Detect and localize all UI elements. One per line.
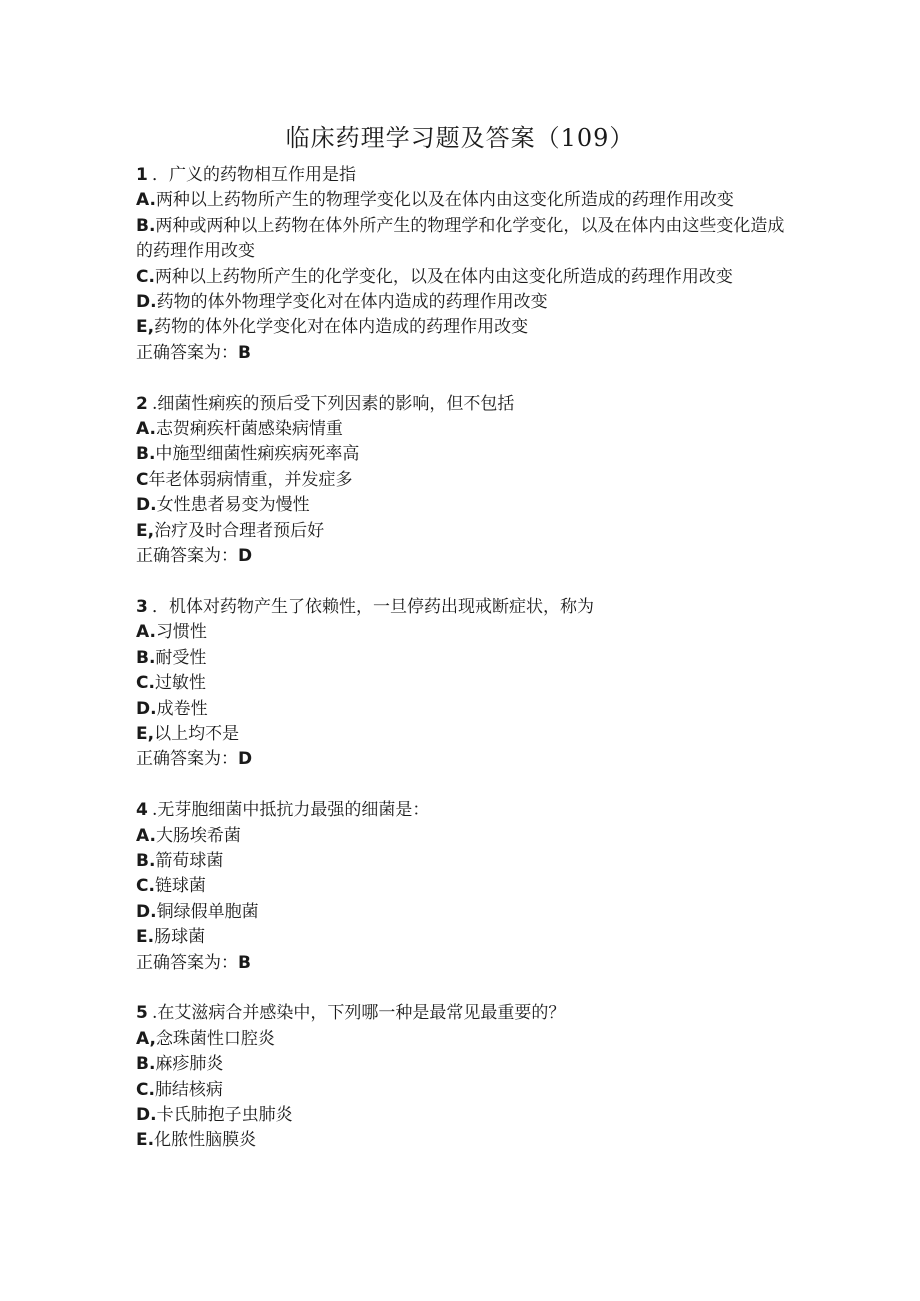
question-item xyxy=(136,1001,796,1153)
option-letter: E. xyxy=(136,927,155,948)
option-text: 铜绿假单胞菌 xyxy=(156,901,259,922)
option-letter: E, xyxy=(136,317,155,338)
option-text: 女性患者易变为慢性 xyxy=(156,495,310,516)
question-text: .无芽胞细菌中抵抗力最强的细菌是： xyxy=(152,800,430,821)
option-b xyxy=(136,1052,796,1077)
option-letter: B. xyxy=(136,1054,156,1075)
option-letter: B. xyxy=(136,647,156,668)
option-e xyxy=(136,1128,796,1153)
option-text: 年老体弱病情重，并发症多 xyxy=(148,469,353,490)
option-letter: D. xyxy=(136,901,157,922)
option-letter: D. xyxy=(136,292,157,313)
option-d xyxy=(136,900,796,925)
option-letter: A. xyxy=(136,825,156,846)
question-text: .细菌性痢疾的预后受下列因素的影响，但不包括 xyxy=(152,393,515,414)
answer-label: 正确答案为： xyxy=(136,546,238,567)
option-text: 药物的体外化学变化对在体内造成的药理作用改变 xyxy=(154,317,529,338)
question-stem xyxy=(136,798,796,823)
question-list xyxy=(136,163,796,1179)
option-c xyxy=(136,671,796,696)
question-text: ．广义的药物相互作用是指 xyxy=(152,165,356,185)
option-letter: C xyxy=(136,469,149,490)
correct-answer xyxy=(136,951,796,976)
question-stem xyxy=(136,595,796,620)
answer-value: B xyxy=(238,342,251,363)
answer-value: B xyxy=(238,952,251,973)
option-text: 两种以上药物所产生的化学变化，以及在体内由这变化所造成的药理作用改变 xyxy=(154,266,733,287)
option-letter: A. xyxy=(136,190,156,211)
option-text: 链球菌 xyxy=(154,876,206,897)
option-text: 两种或两种以上药物在体外所产生的物理学和化学变化，以及在体内由这些变化造成的药理作用改变 xyxy=(136,215,785,262)
option-letter: A, xyxy=(136,1028,156,1049)
option-letter: C. xyxy=(136,876,155,897)
option-e xyxy=(136,519,796,544)
correct-answer xyxy=(136,747,796,772)
option-letter: E, xyxy=(136,723,155,744)
option-text: 中施型细菌性痢疾病死率高 xyxy=(155,444,360,465)
question-item xyxy=(136,163,796,366)
option-c xyxy=(136,874,796,899)
option-text: 治疗及时合理者预后好 xyxy=(154,520,325,541)
question-number: 1 xyxy=(136,165,148,185)
option-letter: C. xyxy=(136,1079,155,1100)
option-text: 化脓性脑膜炎 xyxy=(154,1130,257,1151)
question-number: 4 xyxy=(136,800,148,821)
correct-answer xyxy=(136,544,796,569)
option-letter: E, xyxy=(136,520,155,541)
option-text: 大肠埃希菌 xyxy=(155,825,241,846)
answer-label: 正确答案为： xyxy=(136,342,238,363)
answer-value: D xyxy=(238,546,253,567)
option-c xyxy=(136,468,796,493)
option-d xyxy=(136,290,796,315)
option-a xyxy=(136,1027,796,1052)
option-letter: B. xyxy=(136,215,156,236)
question-number: 5 xyxy=(136,1003,148,1024)
option-a xyxy=(136,620,796,645)
option-text: 成卷性 xyxy=(156,698,208,719)
option-letter: B. xyxy=(136,850,156,871)
question-text: ．机体对药物产生了依赖性，一旦停药出现戒断症状，称为 xyxy=(152,596,594,617)
option-b xyxy=(136,442,796,467)
option-a xyxy=(136,417,796,442)
option-text: 念珠菌性口腔炎 xyxy=(155,1028,275,1049)
option-text: 两种以上药物所产生的物理学变化以及在体内由这变化所造成的药理作用改变 xyxy=(155,190,734,211)
question-number: 3 xyxy=(136,596,148,617)
question-stem xyxy=(136,163,796,188)
question-item xyxy=(136,798,796,976)
option-letter: A. xyxy=(136,419,156,440)
option-c xyxy=(136,1078,796,1103)
option-e xyxy=(136,925,796,950)
answer-value: D xyxy=(238,749,253,770)
option-text: 以上均不是 xyxy=(154,723,240,744)
option-text: 药物的体外物理学变化对在体内造成的药理作用改变 xyxy=(156,292,548,313)
option-text: 肠球菌 xyxy=(154,927,206,948)
question-item xyxy=(136,392,796,570)
question-stem xyxy=(136,392,796,417)
option-text: 麻疹肺炎 xyxy=(155,1054,224,1075)
option-d xyxy=(136,697,796,722)
option-text: 志贺痢疾杆菌感染病情重 xyxy=(155,419,343,440)
option-d xyxy=(136,1103,796,1128)
option-a xyxy=(136,188,796,213)
question-item xyxy=(136,595,796,773)
option-text: 肺结核病 xyxy=(154,1079,223,1100)
option-letter: D. xyxy=(136,1104,157,1125)
answer-label: 正确答案为： xyxy=(136,952,238,973)
question-number: 2 xyxy=(136,393,148,414)
option-d xyxy=(136,493,796,518)
correct-answer xyxy=(136,341,796,366)
option-letter: C. xyxy=(136,266,155,287)
option-b xyxy=(136,849,796,874)
question-stem xyxy=(136,1001,796,1026)
option-a xyxy=(136,824,796,849)
option-text: 箭荀球菌 xyxy=(155,850,224,871)
document-title: 临床药理学习题及答案（109） xyxy=(285,124,635,152)
option-b xyxy=(136,646,796,671)
option-letter: B. xyxy=(136,444,156,465)
option-e xyxy=(136,315,796,340)
option-letter: D. xyxy=(136,495,157,516)
option-letter: E. xyxy=(136,1130,155,1151)
option-text: 习惯性 xyxy=(155,622,207,643)
option-letter: C. xyxy=(136,673,155,694)
option-b xyxy=(136,214,796,265)
option-text: 耐受性 xyxy=(155,647,207,668)
option-letter: A. xyxy=(136,622,156,643)
option-text: 卡氏肺抱子虫肺炎 xyxy=(156,1104,293,1125)
option-letter: D. xyxy=(136,698,157,719)
option-text: 过敏性 xyxy=(154,673,206,694)
option-c xyxy=(136,265,796,290)
answer-label: 正确答案为： xyxy=(136,749,238,770)
option-e xyxy=(136,722,796,747)
question-text: .在艾滋病合并感染中，下列哪一种是最常见最重要的？ xyxy=(152,1003,566,1024)
